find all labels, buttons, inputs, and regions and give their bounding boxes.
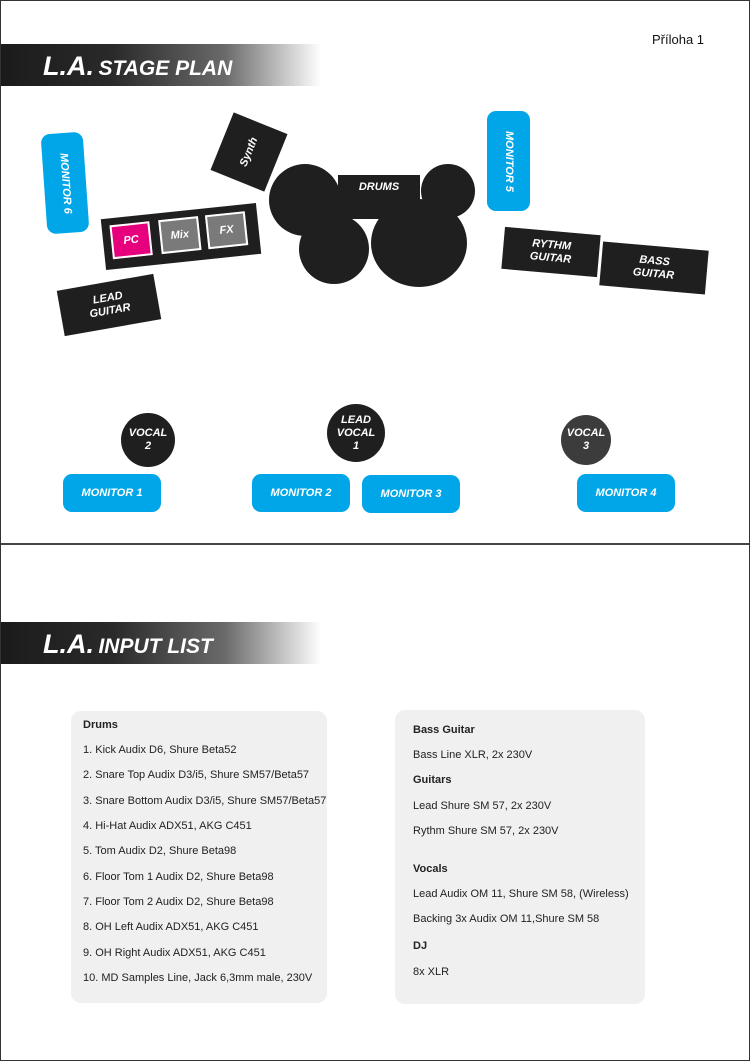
drums-item: 1. Kick Audix D6, Shure Beta52 [83,744,237,756]
drums-label: DRUMS [358,181,400,193]
guitar-rythm-item: Rythm Shure SM 57, 2x 230V [413,825,559,837]
input-list-heading-title: INPUT LIST [98,635,213,658]
monitor-2-label: MONITOR 2 [270,486,332,499]
stage-plan-heading-title: STAGE PLAN [98,57,233,80]
stage-plan-heading-prefix: L.A. [43,51,94,81]
drums-item: 10. MD Samples Line, Jack 6,3mm male, 230V [83,972,313,984]
mix-key [158,216,201,254]
monitor-4-label: MONITOR 4 [595,486,657,499]
annex-label: Příloha 1 [652,32,705,47]
monitor-5-label: MONITOR 5 [503,130,515,192]
monitor-1 [63,474,161,512]
drums-item: 9. OH Right Audix ADX51, AKG C451 [83,947,266,959]
drums-item: 4. Hi-Hat Audix ADX51, AKG C451 [83,820,252,832]
drums-item: 5. Tom Audix D2, Shure Beta98 [83,845,237,857]
drums-item: 8. OH Left Audix ADX51, AKG C451 [83,921,259,933]
vocal-2-label: VOCAL 2 [128,427,168,452]
bass-guitar-label: BASS GUITAR [632,253,675,282]
vocals-title: Vocals [413,863,448,875]
drums-item: 6. Floor Tom 1 Audix D2, Shure Beta98 [83,871,274,883]
lead-vocal-position [327,404,385,462]
drums-input-panel [71,711,327,1003]
vocal-2-position [121,413,175,467]
drums-item: 2. Snare Top Audix D3/i5, Shure SM57/Beta57 [83,769,310,781]
pc-key [109,221,152,259]
drums-riser [338,175,420,219]
page-divider [1,543,749,545]
drums-item: 3. Snare Bottom Audix D3/i5, Shure SM57/Beta57 [83,795,327,807]
vocal-backing-item: Backing 3x Audix OM 11,Shure SM 58 [413,913,600,925]
guitars-title: Guitars [413,774,452,786]
rythm-guitar-amp [501,227,600,277]
other-inputs-panel [395,710,645,1004]
input-list-heading [43,629,213,660]
monitor-4 [577,474,675,512]
bass-guitar-amp [599,241,708,294]
monitor-3 [362,475,460,513]
vocal-3-position [561,415,611,465]
monitor-2 [252,474,350,512]
monitor-5 [487,111,530,211]
monitor-3-label: MONITOR 3 [380,487,442,500]
drums-item: 7. Floor Tom 2 Audix D2, Shure Beta98 [83,896,274,908]
monitor-1-label: MONITOR 1 [81,486,143,499]
dj-item: 8x XLR [413,966,450,978]
dj-title: DJ [413,940,428,952]
keyboard-rack [101,203,261,270]
monitor-6 [41,132,90,235]
guitar-lead-item: Lead Shure SM 57, 2x 230V [413,800,552,812]
drums-title: Drums [83,719,118,731]
mix-label: Mix [170,227,190,242]
bass-guitar-title: Bass Guitar [413,724,475,736]
pc-label: PC [122,232,140,247]
stage-plan-heading [43,51,232,82]
fx-label: FX [218,223,235,237]
input-list-heading-prefix: L.A. [43,629,94,659]
monitor-6-label: MONITOR 6 [57,152,74,214]
vocal-lead-item: Lead Audix OM 11, Shure SM 58, (Wireless) [413,888,629,900]
lead-guitar-amp [57,274,161,336]
synth-label: Synth [237,135,260,169]
lead-guitar-label: LEAD GUITAR [88,289,132,321]
lead-vocal-label: LEAD VOCAL 1 [336,413,376,452]
vocal-3-label: VOCAL 3 [566,427,606,452]
rythm-guitar-label: RYTHM GUITAR [529,237,572,266]
bass-line-item: Bass Line XLR, 2x 230V [413,749,533,761]
fx-key [205,211,248,249]
